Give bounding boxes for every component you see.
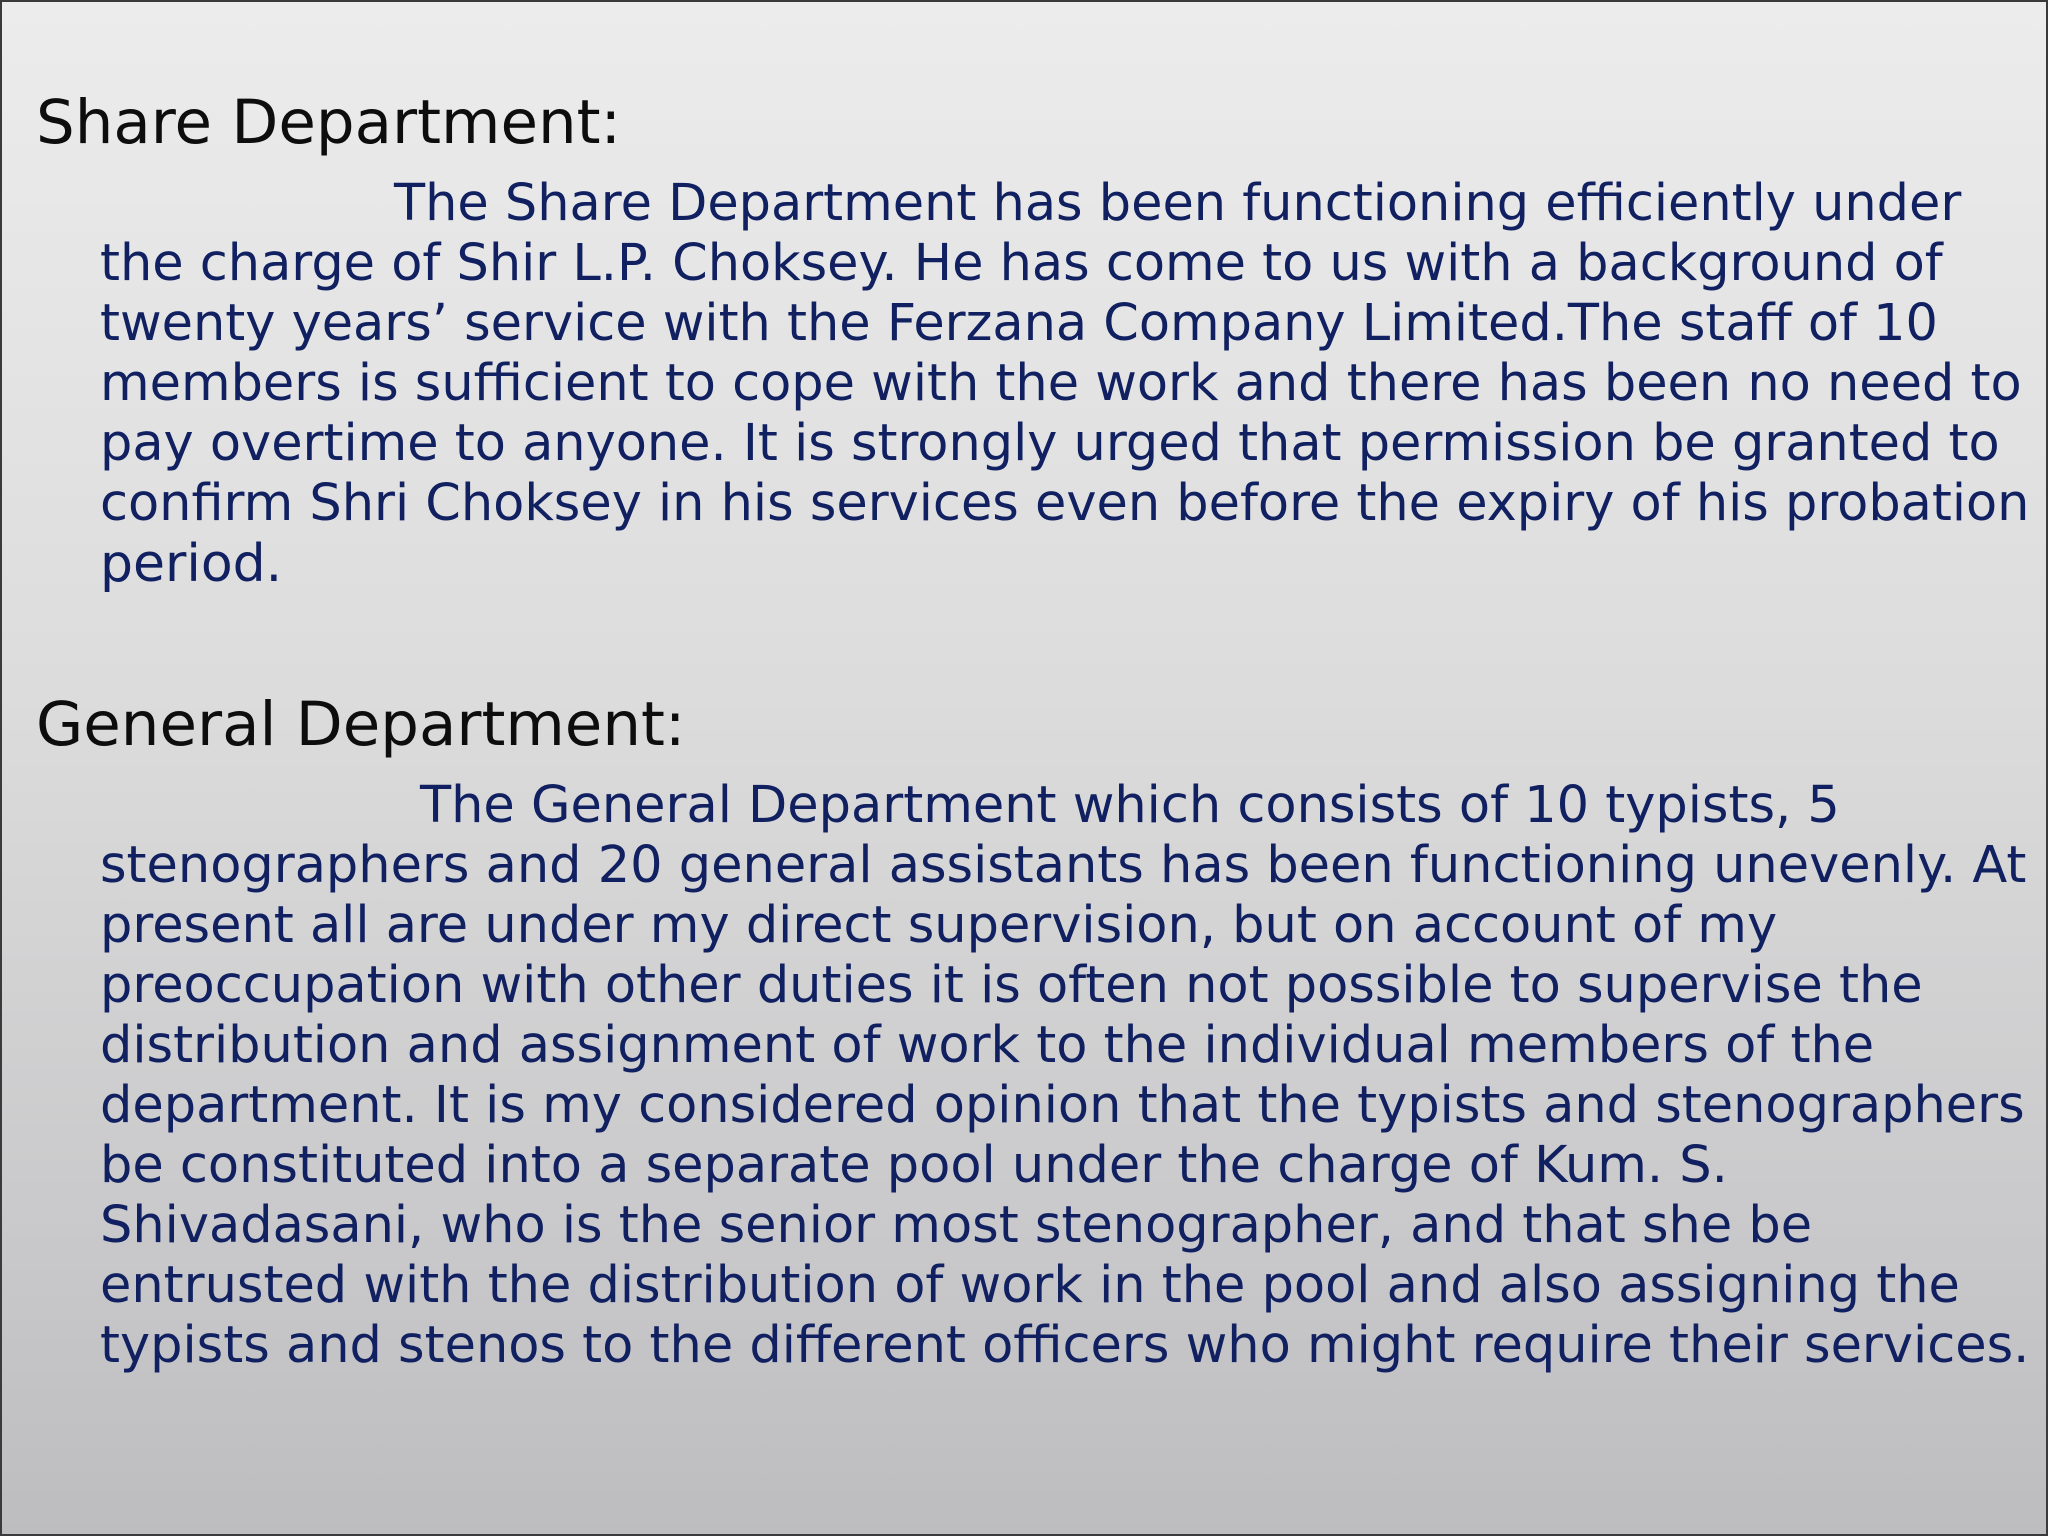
share-department-heading: Share Department: <box>36 87 622 158</box>
general-paragraph-line: be constituted into a separate pool under the charge of Kum. S. <box>100 1136 1728 1195</box>
general-paragraph-line: distribution and assignment of work to the individual members of the <box>100 1016 1875 1075</box>
general-paragraph-line: The General Department which consists of 10 typists, 5 <box>420 776 1840 835</box>
share-paragraph-line: pay overtime to anyone. It is strongly urged that permission be granted to <box>100 414 2000 473</box>
share-paragraph-line: the charge of Shir L.P. Choksey. He has come to us with a background of <box>100 234 1943 293</box>
share-paragraph-line: twenty years’ service with the Ferzana Company Limited.The staff of 10 <box>100 294 1938 353</box>
share-paragraph-line: confirm Shri Choksey in his services even before the expiry of his probation <box>100 474 2030 533</box>
general-department-paragraph <box>100 776 2029 1376</box>
share-department-paragraph <box>100 174 2029 594</box>
general-paragraph-line: preoccupation with other duties it is often not possible to supervise the <box>100 956 1923 1015</box>
general-department-heading: General Department: <box>36 689 686 760</box>
general-paragraph-line: Shivadasani, who is the senior most stenographer, and that she be <box>100 1196 1813 1255</box>
share-paragraph-line: members is sufficient to cope with the work and there has been no need to <box>100 354 2022 413</box>
general-paragraph-line: present all are under my direct supervision, but on account of my <box>100 896 1778 955</box>
general-paragraph-line: typists and stenos to the different officers who might require their services. <box>100 1316 2030 1375</box>
general-paragraph-line: stenographers and 20 general assistants has been functioning unevenly. At <box>100 836 2027 895</box>
share-paragraph-line: The Share Department has been functioning efficiently under <box>394 174 1962 233</box>
share-paragraph-line: period. <box>100 534 283 594</box>
general-paragraph-line: department. It is my considered opinion that the typists and stenographers <box>100 1076 2025 1135</box>
general-paragraph-line: entrusted with the distribution of work in the pool and also assigning the <box>100 1256 1960 1315</box>
